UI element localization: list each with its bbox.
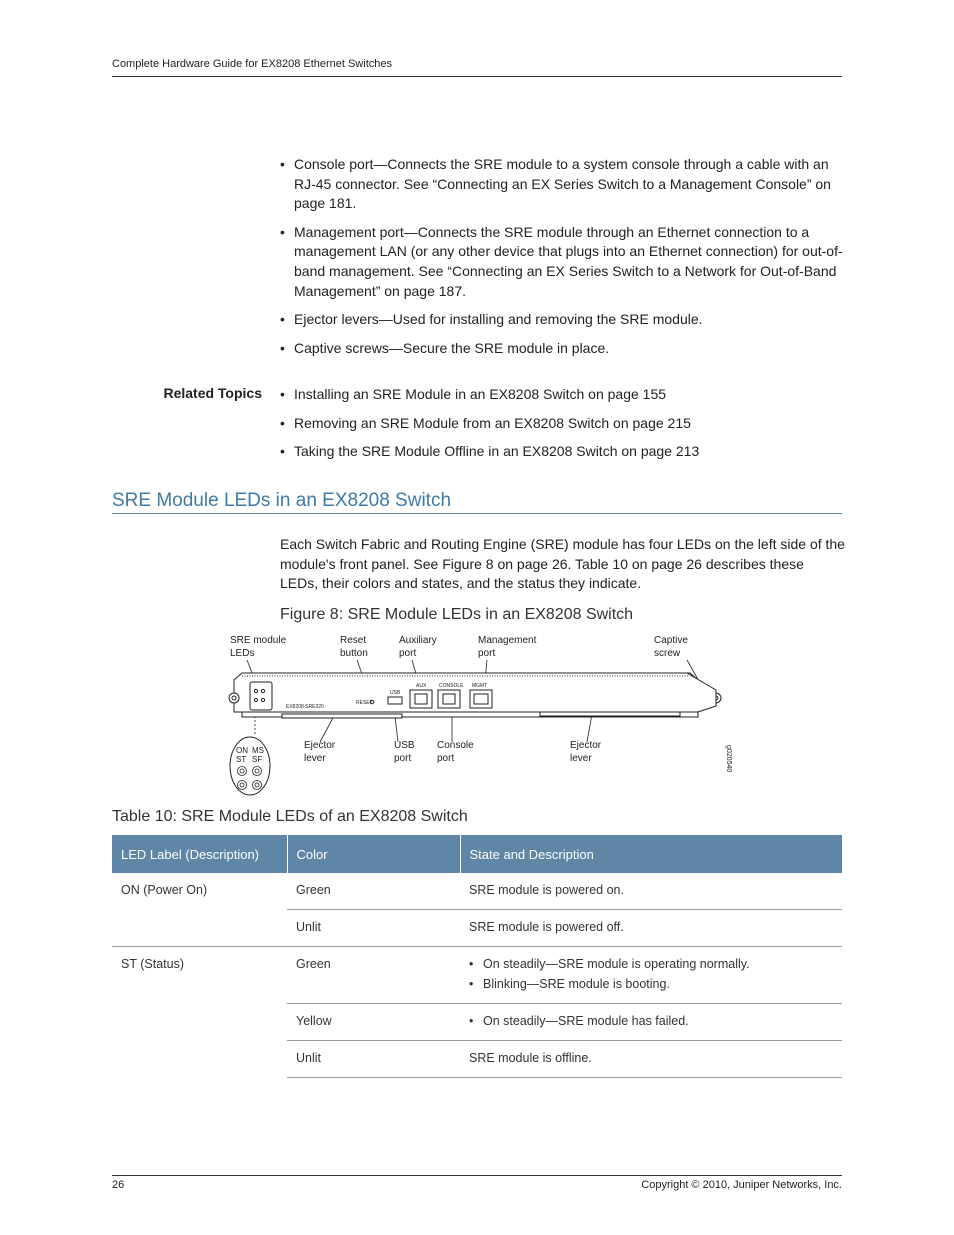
panel-aux-label: AUX bbox=[416, 683, 427, 689]
description-cell bbox=[460, 947, 842, 1004]
list-item: • Captive screws—Secure the SRE module in place. bbox=[280, 339, 845, 359]
panel-usb-label: USB bbox=[390, 690, 401, 696]
callout-sre-leds-2: LEDs bbox=[230, 648, 255, 659]
column-header: LED Label (Description) bbox=[112, 835, 287, 873]
color-cell: Unlit bbox=[287, 1041, 460, 1078]
description-cell: SRE module is powered on. bbox=[469, 883, 624, 897]
color-cell: Green bbox=[287, 947, 460, 1004]
list-item: • Management port—Connects the SRE module through an Ethernet connection to a management LAN (or any other device that plugs into an Ethernet connection) for out-of-band management. See “Connecting an EX Series Switch to a Network for Out-of-Band Management” on page 187. bbox=[280, 223, 845, 301]
panel-console-label: CONSOLE bbox=[439, 683, 464, 689]
table-caption: Table 10: SRE Module LEDs of an EX8208 Switch bbox=[112, 808, 468, 825]
section-intro: Each Switch Fabric and Routing Engine (SRE) module has four LEDs on the left side of the module's front panel. See Figure 8 on page 26. Table 10 on page 26 describes these LEDs, their colors and states, and the status they indicate. bbox=[280, 536, 845, 592]
callout-aux-2: port bbox=[399, 648, 417, 659]
figure-id: g020540 bbox=[725, 745, 732, 773]
callout-console-2: port bbox=[437, 753, 455, 764]
callout-usb-2: port bbox=[394, 753, 412, 764]
column-header: State and Description bbox=[460, 835, 842, 873]
table-header-row bbox=[112, 835, 842, 873]
figure-caption: Figure 8: SRE Module LEDs in an EX8208 Switch bbox=[280, 606, 634, 623]
led-label-cell: ST (Status) bbox=[112, 947, 287, 1078]
callout-reset-2: button bbox=[340, 648, 368, 659]
callout-console-1: Console bbox=[437, 740, 474, 751]
led-label-cell: ON (Power On) bbox=[121, 883, 208, 897]
color-cell: Yellow bbox=[287, 1004, 460, 1041]
led-label-st: ST bbox=[236, 755, 247, 764]
color-cell: Unlit bbox=[287, 910, 460, 947]
page-number: 26 bbox=[112, 1179, 125, 1191]
led-table bbox=[112, 835, 842, 1078]
list-item: • Ejector levers—Used for installing and removing the SRE module. bbox=[280, 310, 845, 330]
callout-ejector-left-2: lever bbox=[304, 753, 326, 764]
list-item: • On steadily—SRE module is operating normally. bbox=[469, 954, 833, 974]
description-cell: SRE module is offline. bbox=[460, 1041, 842, 1078]
related-topics-list bbox=[280, 385, 845, 471]
running-header: Complete Hardware Guide for EX8208 Ethernet Switches bbox=[112, 58, 393, 70]
sre-module-figure bbox=[222, 630, 732, 800]
led-label-sf: SF bbox=[252, 755, 263, 764]
callout-reset-1: Reset bbox=[340, 635, 367, 646]
callout-ejector-right-2: lever bbox=[570, 753, 592, 764]
callout-sre-leds-1: SRE module bbox=[230, 635, 287, 646]
related-topics-label: Related Topics bbox=[163, 385, 262, 401]
list-item: • Blinking—SRE module is booting. bbox=[469, 974, 833, 994]
description-cell: SRE module is powered off. bbox=[460, 910, 842, 947]
led-label-ms: MS bbox=[252, 746, 264, 755]
component-bullet-list bbox=[280, 155, 845, 367]
panel-mgmt-label: MGMT bbox=[472, 683, 488, 689]
callout-aux-1: Auxiliary bbox=[399, 635, 437, 646]
callout-ejector-right-1: Ejector bbox=[570, 740, 602, 751]
callout-ejector-left-1: Ejector bbox=[304, 740, 336, 751]
panel-reset-label: RESET bbox=[356, 700, 373, 706]
column-header: Color bbox=[287, 835, 460, 873]
related-topic-link[interactable]: • Installing an SRE Module in an EX8208 Switch on page 155 bbox=[280, 385, 845, 405]
callout-mgmt-1: Management bbox=[478, 635, 537, 646]
table-row bbox=[112, 873, 842, 910]
footer-rule bbox=[112, 1175, 842, 1176]
related-topic-link[interactable]: • Taking the SRE Module Offline in an EX8208 Switch on page 213 bbox=[280, 442, 845, 462]
description-cell bbox=[460, 1004, 842, 1041]
copyright: Copyright © 2010, Juniper Networks, Inc. bbox=[641, 1179, 842, 1191]
callout-screw-1: Captive bbox=[654, 635, 688, 646]
section-title: SRE Module LEDs in an EX8208 Switch bbox=[112, 490, 452, 511]
header-rule bbox=[112, 76, 842, 77]
led-label-on: ON bbox=[236, 746, 248, 755]
table-row bbox=[112, 947, 842, 1004]
callout-usb-1: USB bbox=[394, 740, 415, 751]
panel-model-label: EX8208 SRE320 bbox=[286, 704, 324, 710]
list-item: • On steadily—SRE module has failed. bbox=[469, 1011, 833, 1031]
callout-screw-2: screw bbox=[654, 648, 681, 659]
related-topic-link[interactable]: • Removing an SRE Module from an EX8208 Switch on page 215 bbox=[280, 414, 845, 434]
color-cell: Green bbox=[296, 883, 331, 897]
callout-mgmt-2: port bbox=[478, 648, 496, 659]
section-rule bbox=[112, 513, 842, 514]
list-item: • Console port—Connects the SRE module to a system console through a cable with an RJ-45 connector. See “Connecting an EX Series Switch to a Management Console” on page 181. bbox=[280, 155, 845, 214]
